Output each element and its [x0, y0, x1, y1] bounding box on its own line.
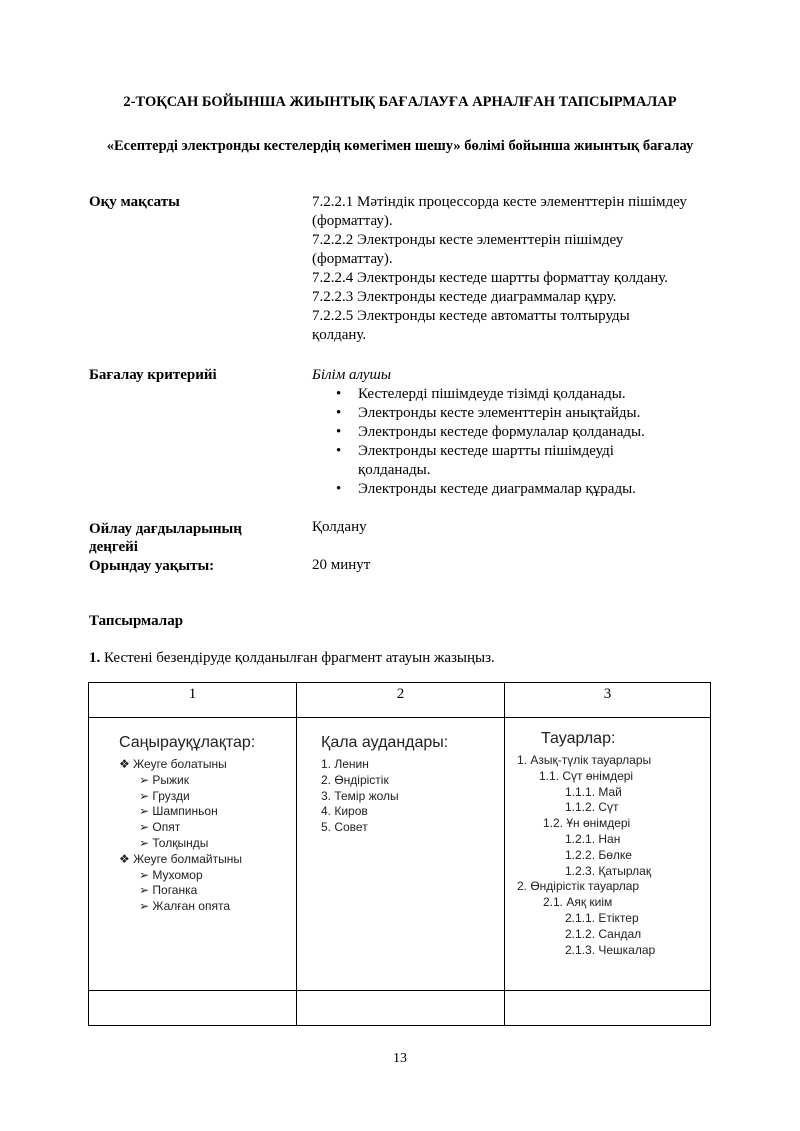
criteria-intro: Білім алушы	[312, 367, 392, 383]
list-item: ❖ Жеуге болмайтыны	[119, 851, 242, 866]
list-item: ➢ Грузди	[139, 788, 190, 803]
list-item: 3. Темір жолы	[321, 788, 399, 803]
learning-goal-line: (форматтау).	[312, 251, 393, 267]
fragment-table	[88, 682, 711, 1026]
criteria-item: • Кестелерді пішімдеуде тізімді қолданады.	[312, 385, 672, 404]
criteria-item: • Электронды кестеде диаграммалар құрады.	[312, 480, 672, 499]
list-item: 2.1.1. Етіктер	[565, 910, 639, 925]
duration-value: 20 минут	[312, 557, 371, 573]
list-item: 1.2.1. Нан	[565, 831, 621, 846]
main-title: 2-ТОҚСАН БОЙЫНША ЖИЫНТЫҚ БАҒАЛАУҒА АРНАЛҒАН ТАПСЫРМАЛАР	[123, 94, 677, 110]
learning-goal-line: (форматтау).	[312, 213, 393, 229]
list-item: 2.1.2. Сандал	[565, 926, 642, 941]
goods-title: Тауарлар:	[541, 730, 616, 747]
fragment-cell-districts	[297, 718, 505, 991]
task-1	[89, 650, 495, 667]
list-item: 1.1.2. Сүт	[565, 800, 619, 815]
list-item: ➢ Шампиньон	[139, 804, 218, 819]
list-item: ➢ Жалған опята	[139, 899, 230, 914]
learning-goal-line: 7.2.2.1 Мәтіндік процессорда кесте элементтерін пішімдеу	[312, 194, 687, 210]
list-item: 2.1. Аяқ киім	[543, 895, 613, 910]
thinking-level-label: Ойлау дағдыларының деңгейі	[89, 521, 242, 555]
column-number: 1	[89, 683, 297, 718]
list-item: 1.1. Сүт өнімдері	[539, 768, 634, 783]
list-item: 1.1.1. Май	[565, 784, 622, 799]
page-number: 13	[393, 1051, 407, 1066]
learning-goal-label: Оқу мақсаты	[89, 194, 180, 210]
list-item: 2.1.3. Чешкалар	[565, 942, 656, 957]
list-item: 2. Өндірістік тауарлар	[517, 879, 640, 894]
learning-goal-line: қолдану.	[312, 327, 367, 343]
fragment-cell-goods	[505, 718, 711, 991]
answer-cell[interactable]	[89, 991, 297, 1026]
list-item: 1.2. Ұн өнімдері	[543, 816, 631, 831]
list-item: 1. Азық-түлік тауарлары	[517, 753, 652, 767]
section-subtitle: «Есептерді электронды кестелердің көмегімен шешу» бөлімі бойынша жиынтық бағалау	[106, 138, 694, 154]
criteria-block	[312, 366, 672, 499]
list-item: ➢ Мухомор	[139, 867, 203, 882]
thinking-level-value: Қолдану	[312, 519, 367, 535]
list-item: 2. Өндірістік	[321, 772, 389, 787]
list-item: ❖ Жеуге болатыны	[119, 757, 227, 771]
task-1-text: Кестені безендіруде қолданылған фрагмент атауын жазыңыз.	[100, 650, 495, 666]
learning-goal-line: 7.2.2.3 Электронды кестеде диаграммалар құру.	[312, 289, 617, 305]
list-item: ➢ Поганка	[139, 883, 198, 898]
task-1-number: 1.	[89, 650, 101, 666]
criteria-item: • Электронды кестеде шартты пішімдеуді қолданады.	[312, 442, 672, 480]
list-item: 1.2.2. Бөлке	[565, 847, 632, 862]
mushrooms-title: Саңырауқұлақтар:	[119, 734, 256, 751]
list-item: 5. Совет	[321, 820, 368, 835]
list-item: ➢ Толқынды	[139, 835, 209, 850]
criteria-list	[312, 385, 672, 499]
list-item: ➢ Рыжик	[139, 772, 189, 787]
duration-label: Орындау уақыты:	[89, 558, 215, 574]
districts-title: Қала аудандары:	[321, 734, 449, 751]
answer-cell[interactable]	[297, 991, 505, 1026]
fragment-cell-mushrooms	[89, 718, 297, 991]
answer-cell[interactable]	[505, 991, 711, 1026]
column-number: 2	[297, 683, 505, 718]
list-item: 1.2.3. Қатырлақ	[565, 863, 652, 878]
learning-goal-list	[312, 193, 722, 345]
list-item: 4. Киров	[321, 804, 368, 819]
column-number: 3	[505, 683, 711, 718]
list-item: 1. Ленин	[321, 757, 369, 771]
learning-goal-line: 7.2.2.2 Электронды кесте элементтерін пішімдеу	[312, 232, 624, 248]
list-item: ➢ Опят	[139, 820, 181, 835]
criteria-item: • Электронды кесте элементтерін анықтайды.	[312, 404, 672, 423]
learning-goal-line: 7.2.2.4 Электронды кестеде шартты форматтау қолдану.	[312, 270, 669, 286]
learning-goal-line: 7.2.2.5 Электронды кестеде автоматты толтыруды	[312, 308, 630, 324]
criteria-label: Бағалау критерийі	[89, 367, 217, 383]
tasks-heading: Тапсырмалар	[89, 613, 184, 629]
criteria-item: • Электронды кестеде формулалар қолданады.	[312, 423, 672, 442]
